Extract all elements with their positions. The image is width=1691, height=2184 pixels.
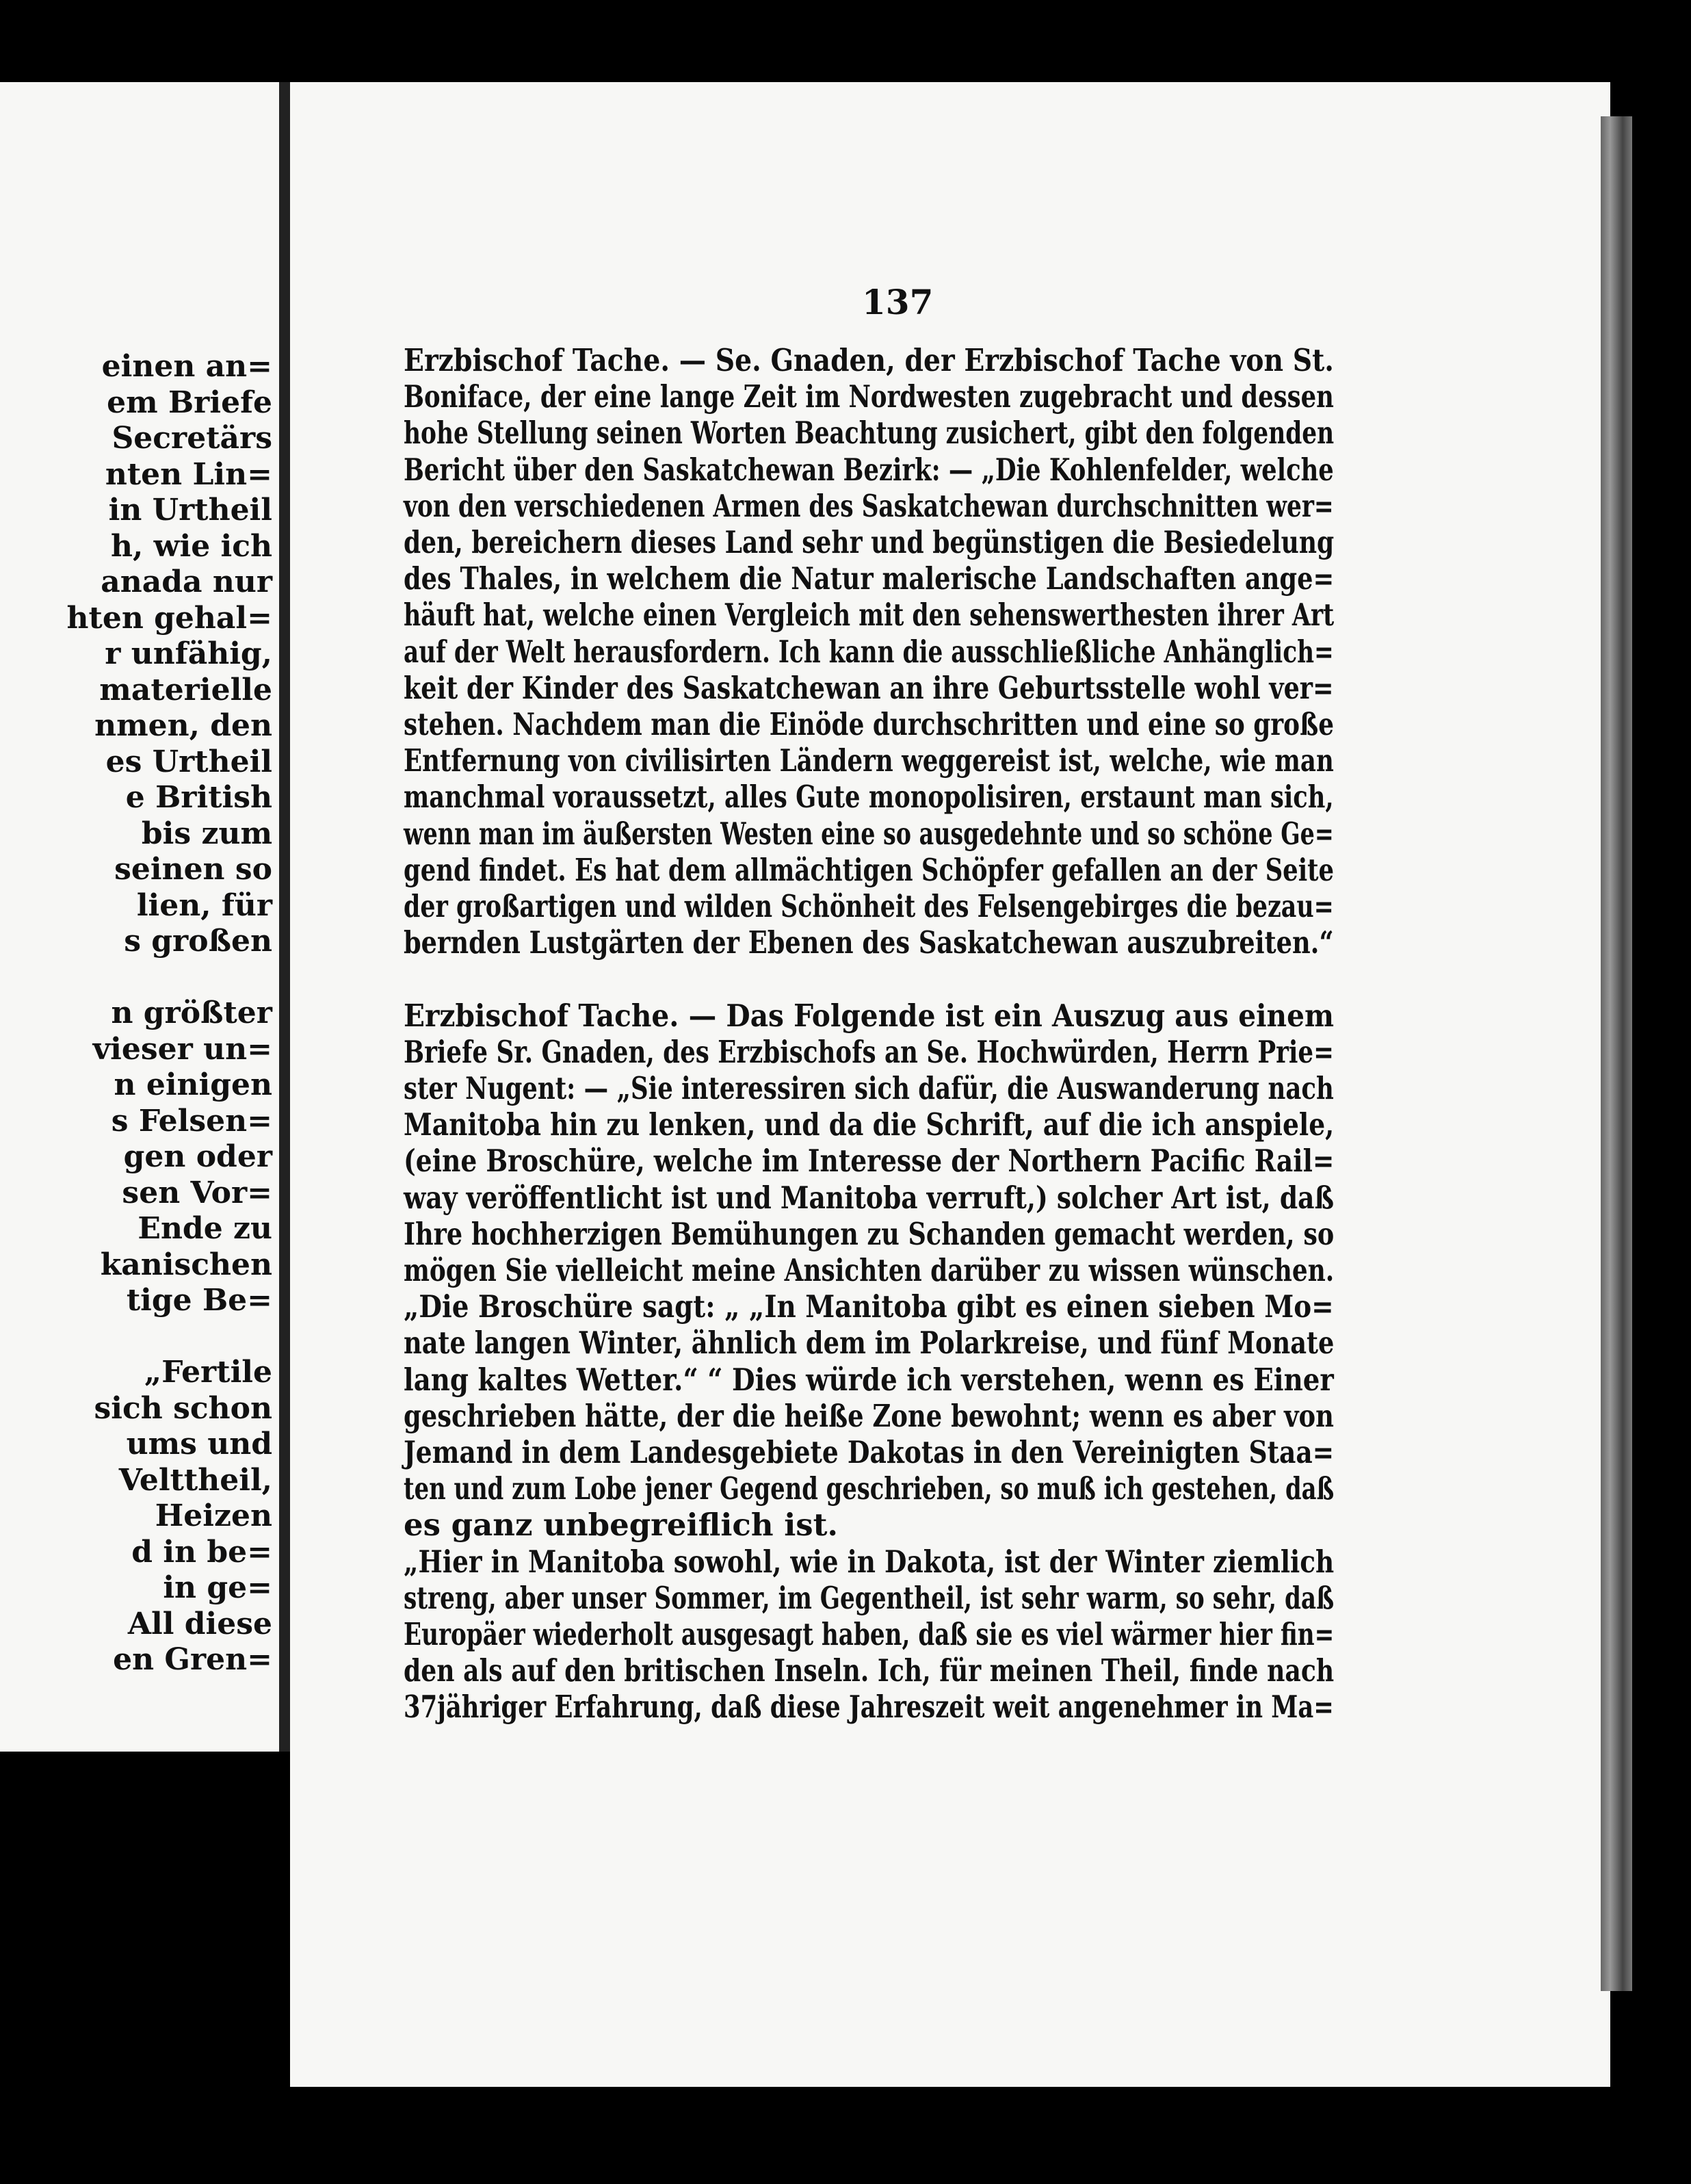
left-text-line: seinen so: [114, 852, 272, 887]
page-edge: [1601, 116, 1632, 1991]
right-page-text: [404, 342, 1348, 1786]
left-text-line: sich schon: [94, 1390, 272, 1426]
body-text-line: Erzbischof Tache. — Se. Gnaden, der Erzbischof Tache von St.: [404, 342, 1334, 378]
left-text-line: h, wie ich: [110, 528, 272, 564]
body-text-line: Jemand in dem Landesgebiete Dakotas in den Vereinigten Staa=: [404, 1434, 1335, 1470]
left-text-line: anada nur: [101, 564, 272, 599]
left-text-line: sen Vor=: [122, 1175, 272, 1210]
body-text-line: keit der Kinder des Saskatchewan an ihre Geburtsstelle wohl ver=: [404, 669, 1334, 706]
left-text-line: en Gren=: [113, 1642, 272, 1677]
left-text-line: em Briefe: [107, 385, 272, 420]
body-text-line: ten und zum Lobe jener Gegend geschrieben, so muß ich gestehen, daß: [404, 1470, 1335, 1507]
left-text-line: All diese: [127, 1606, 272, 1641]
body-text-line: Manitoba hin zu lenken, und da die Schrift, auf die ich anspiele,: [404, 1106, 1335, 1143]
body-text-line: den als auf den britischen Inseln. Ich, für meinen Theil, finde nach: [404, 1652, 1335, 1689]
body-text-line: way veröffentlicht ist und Manitoba verruft,) solcher Art ist, daß: [404, 1179, 1335, 1216]
body-text-line: 37jähriger Erfahrung, daß diese Jahreszeit weit angenehmer in Ma=: [404, 1689, 1334, 1726]
body-text-line: gend findet. Es hat dem allmächtigen Schöpfer gefallen an der Seite: [404, 851, 1335, 888]
left-text-line: nten Lin=: [105, 456, 272, 492]
left-text-line: n einigen: [114, 1067, 272, 1102]
left-text-line: einen an=: [101, 349, 272, 384]
left-text-line: in Urtheil: [108, 493, 272, 528]
body-text-line: wenn man im äußersten Westen eine so ausgedehnte und so schöne Ge=: [404, 815, 1334, 852]
body-text-line: des Thales, in welchem die Natur malerische Landschaften ange=: [404, 560, 1335, 597]
body-text-line: mögen Sie vielleicht meine Ansichten darüber zu wissen wünschen.: [404, 1252, 1335, 1288]
body-text-line: ster Nugent: — „Sie interessiren sich dafür, die Auswanderung nach: [404, 1070, 1334, 1106]
body-text-line: stehen. Nachdem man die Einöde durchschritten und eine so große: [404, 706, 1335, 742]
body-text-line: Briefe Sr. Gnaden, des Erzbischofs an Se. Hochwürden, Herrn Prie=: [404, 1033, 1334, 1070]
body-text-line: Europäer wiederholt ausgesagt haben, daß sie es viel wärmer hier fin=: [404, 1616, 1335, 1652]
left-text-line: r unfähig,: [105, 636, 272, 671]
left-text-line: es Urtheil: [105, 744, 272, 779]
body-text-line: lang kaltes Wetter.“ “ Dies würde ich verstehen, wenn es Einer: [404, 1361, 1334, 1398]
body-text-line: nate langen Winter, ähnlich dem im Polarkreise, und fünf Monate: [404, 1325, 1335, 1362]
left-text-line: hten gehal=: [66, 600, 272, 636]
body-text-line: hohe Stellung seinen Worten Beachtung zusichert, gibt den folgenden: [404, 415, 1335, 452]
body-text-line: Entfernung von civilisirten Ländern weggereist ist, welche, wie man: [404, 742, 1334, 779]
body-text-line: Ihre hochherzigen Bemühungen zu Schanden gemacht werden, so: [404, 1215, 1335, 1252]
page-number: 137: [862, 282, 934, 322]
body-text-line: Boniface, der eine lange Zeit im Nordwesten zugebracht und dessen: [404, 378, 1334, 415]
left-text-line: s Felsen=: [111, 1103, 272, 1139]
left-text-line: gen oder: [123, 1139, 272, 1174]
left-text-line: n größter: [111, 996, 272, 1030]
body-text-line: (eine Broschüre, welche im Interesse der Northern Pacific Rail=: [404, 1143, 1335, 1180]
body-text-line: „Hier in Manitoba sowohl, wie in Dakota, ist der Winter ziemlich: [404, 1543, 1335, 1580]
body-text-line: häuft hat, welche einen Vergleich mit den sehenswerthesten ihrer Art: [404, 597, 1335, 634]
left-text-line: e British: [125, 780, 272, 815]
left-text-line: vieser un=: [92, 1031, 272, 1067]
left-text-line: materielle: [99, 672, 272, 707]
body-text-line: manchmal voraussetzt, alles Gute monopolisiren, erstaunt man sich,: [404, 779, 1334, 816]
left-text-line: ums und: [126, 1427, 272, 1461]
gutter-shadow: [279, 82, 290, 1752]
body-text-line: Erzbischof Tache. — Das Folgende ist ein Auszug aus einem: [404, 997, 1334, 1034]
left-text-line: bis zum: [141, 816, 272, 851]
body-text-line: streng, aber unser Sommer, im Gegentheil, ist sehr warm, so sehr, daß: [404, 1579, 1335, 1616]
body-text-line: den, bereichern dieses Land sehr und begünstigen die Besiedelung: [404, 524, 1335, 560]
body-text-line: der großartigen und wilden Schönheit des Felsengebirges die bezau=: [404, 888, 1334, 924]
body-text-line: geschrieben hätte, der die heiße Zone bewohnt; wenn es aber von: [404, 1397, 1334, 1434]
left-text-line: kanischen: [100, 1247, 272, 1282]
body-text-line: es ganz unbegreiflich ist.: [404, 1507, 839, 1544]
left-page: [0, 82, 279, 1752]
left-text-line: nmen, den: [94, 708, 272, 743]
body-text-line: bernden Lustgärten der Ebenen des Saskatchewan auszubreiten.“: [404, 924, 1334, 961]
left-text-line: tige Be=: [126, 1283, 272, 1318]
left-text-line: Heizen: [155, 1498, 272, 1533]
body-text-line: „Die Broschüre sagt: „ „In Manitoba gibt es einen sieben Mo=: [404, 1288, 1334, 1325]
left-text-line: s großen: [124, 924, 272, 959]
left-text-line: d in be=: [131, 1534, 272, 1570]
left-text-line: Secretärs: [112, 421, 272, 456]
body-text-line: von den verschiedenen Armen des Saskatchewan durchschnitten wer=: [404, 487, 1334, 524]
body-text-line: auf der Welt herausfordern. Ich kann die ausschließliche Anhänglich=: [404, 633, 1334, 670]
left-text-line: in ge=: [163, 1570, 272, 1605]
left-text-line: „Fertile: [144, 1355, 272, 1390]
body-text-line: Bericht über den Saskatchewan Bezirk: — „Die Kohlenfelder, welche: [404, 451, 1334, 488]
left-text-line: lien, für: [136, 887, 272, 923]
left-text-line: Ende zu: [137, 1211, 272, 1246]
left-text-line: Velttheil,: [118, 1462, 272, 1498]
left-page-text: [0, 82, 272, 1752]
